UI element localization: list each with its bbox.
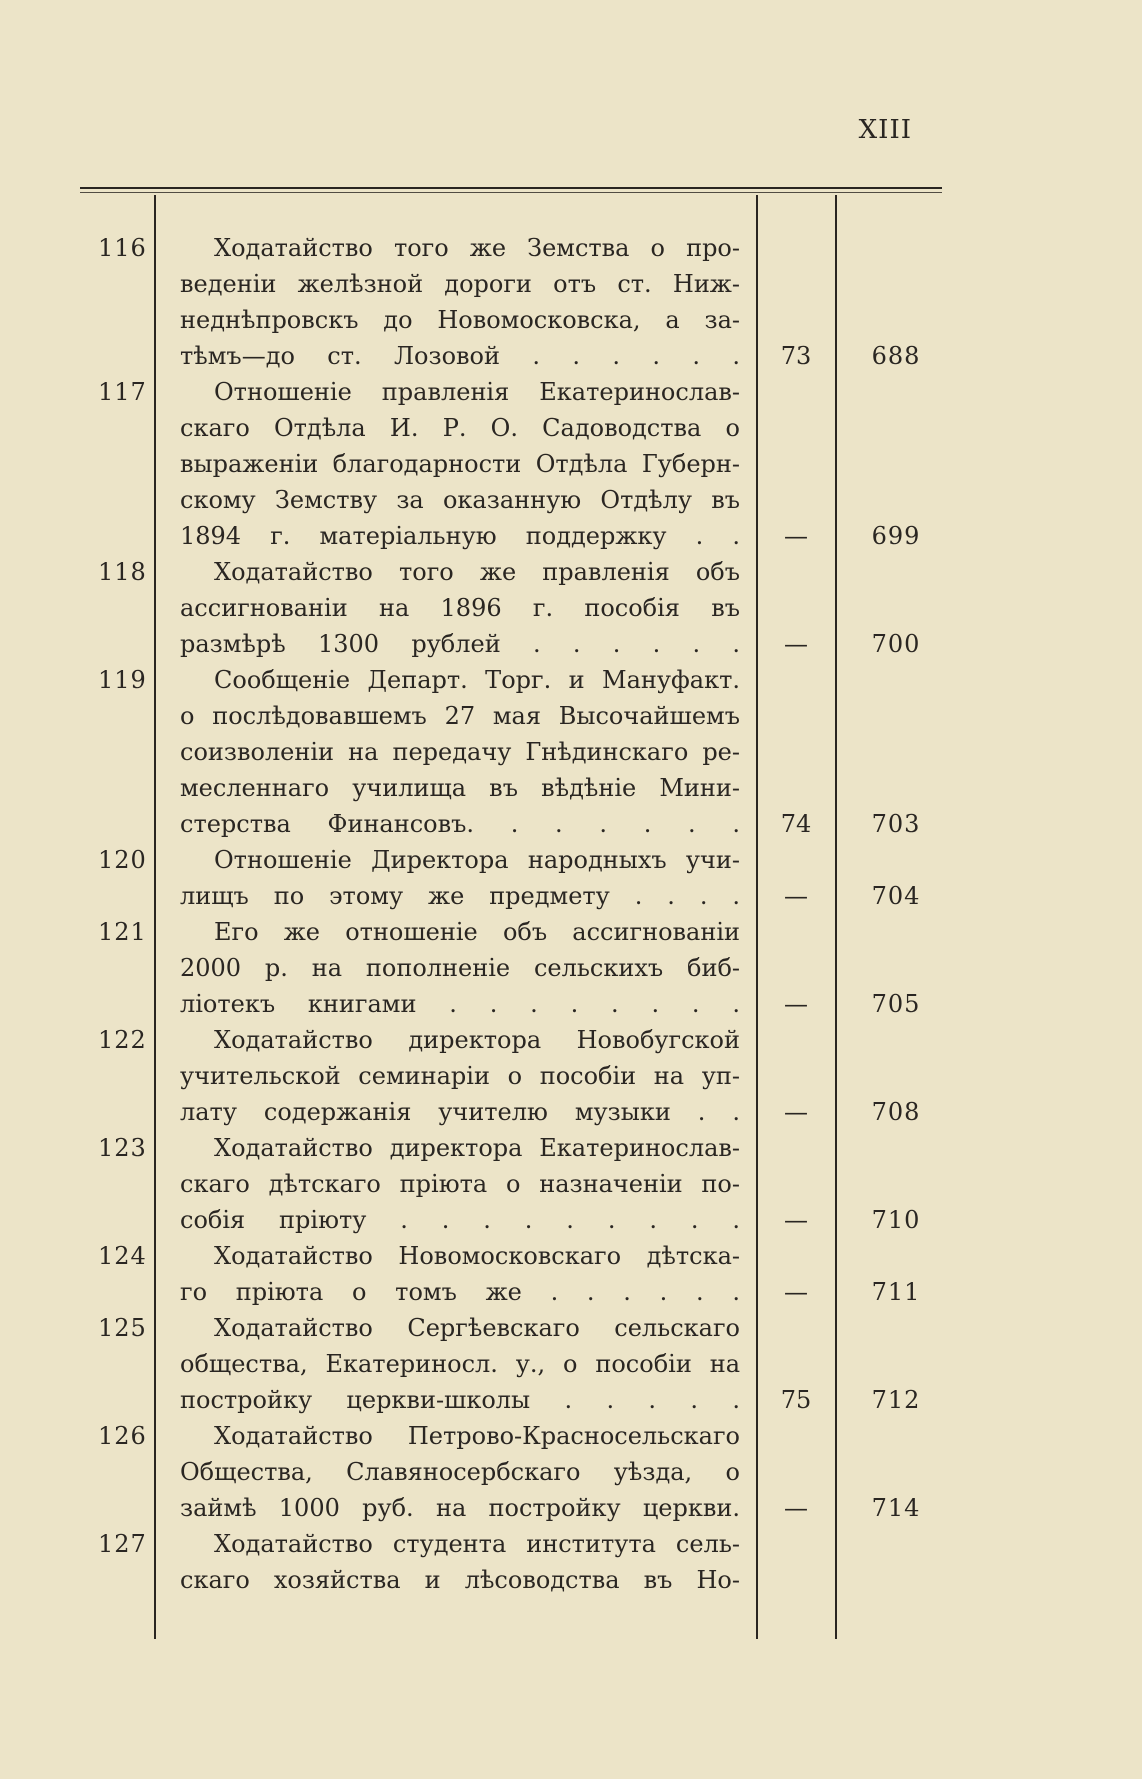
entry-description-line: ассигнованіи на 1896 г. пособія въ: [180, 594, 740, 622]
journal-number: —: [784, 990, 808, 1018]
entry-description-line: стерства Финансовъ. . . . . . .: [180, 810, 740, 838]
entry-number: 117: [98, 378, 147, 406]
page-reference: 712: [871, 1386, 921, 1414]
entry-description-line: Отношеніе Директора народныхъ учи-: [214, 846, 740, 874]
entry-number: 127: [98, 1530, 147, 1558]
entry-description-line: Сообщеніе Департ. Торг. и Мануфакт.: [214, 666, 740, 694]
journal-number: 75: [780, 1386, 812, 1414]
entry-description-line: о послѣдовавшемъ 27 мая Высочайшемъ: [180, 702, 740, 730]
entry-description: [180, 1022, 740, 1130]
entry-description-line: Ходатайство Сергѣевскаго сельскаго: [214, 1314, 740, 1342]
entry-number: 126: [98, 1422, 147, 1450]
entry-description-line: Ходатайство директора Новобугской: [214, 1026, 740, 1054]
entry-description-line: Отношеніе правленія Екатеринослав-: [214, 378, 740, 406]
page-reference: 714: [871, 1494, 921, 1522]
entry-number: 123: [98, 1134, 147, 1162]
entry-description-line: соизволеніи на передачу Гнѣдинскаго ре-: [180, 738, 740, 766]
entry-description: [180, 914, 740, 1022]
entry-description-line: ліотекъ книгами . . . . . . . .: [180, 990, 740, 1018]
entry-description-line: лищъ по этому же предмету . . . .: [180, 882, 740, 910]
top-rule-thin: [80, 192, 942, 193]
entry-description-line: 1894 г. матеріальную поддержку . .: [180, 522, 740, 550]
entry-number: 116: [98, 234, 147, 262]
entry-description-line: скаго Отдѣла И. Р. О. Садоводства о: [180, 414, 740, 442]
entry-description-line: Ходатайство Петрово-Красносельскаго: [214, 1422, 740, 1450]
entry-description-line: Ходатайство того же Земства о про-: [214, 234, 740, 262]
entry-description: [180, 1310, 740, 1418]
page-reference: 700: [871, 630, 921, 658]
entry-description-line: собія пріюту . . . . . . . . .: [180, 1206, 740, 1234]
entry-description: [180, 1130, 740, 1238]
entry-description-line: Его же отношеніе объ ассигнованіи: [214, 918, 740, 946]
page-reference: 705: [871, 990, 921, 1018]
entry-number: 122: [98, 1026, 147, 1054]
entry-description-line: Общества, Славяносербскаго уѣзда, о: [180, 1458, 740, 1486]
journal-number: —: [784, 630, 808, 658]
journal-number: —: [784, 1206, 808, 1234]
page-reference: 688: [871, 342, 921, 370]
entry-description-line: 2000 р. на пополненіе сельскихъ биб-: [180, 954, 740, 982]
entry-description-line: скому Земству за оказанную Отдѣлу въ: [180, 486, 740, 514]
entry-description: [180, 1418, 740, 1526]
entry-description-line: выраженіи благодарности Отдѣла Губерн-: [180, 450, 740, 478]
column-divider-left: [154, 195, 156, 1639]
entry-number: 121: [98, 918, 147, 946]
entry-description-line: займѣ 1000 руб. на постройку церкви.: [180, 1494, 740, 1522]
page-reference: 704: [871, 882, 921, 910]
page-reference: 703: [871, 810, 921, 838]
entry-description-line: веденіи желѣзной дороги отъ ст. Ниж-: [180, 270, 740, 298]
page-reference: 708: [871, 1098, 921, 1126]
journal-number: —: [784, 882, 808, 910]
column-divider-page: [835, 195, 837, 1639]
journal-number: 74: [780, 810, 812, 838]
entry-description: [180, 662, 740, 842]
entry-description-line: скаго хозяйства и лѣсоводства въ Но-: [180, 1566, 740, 1594]
entry-description: [180, 842, 740, 914]
entry-description-line: Ходатайство директора Екатеринослав-: [214, 1134, 740, 1162]
entry-description: [180, 1238, 740, 1310]
page-reference: 711: [871, 1278, 921, 1306]
column-divider-journal: [756, 195, 758, 1639]
entry-description: [180, 374, 740, 554]
entry-description-line: Ходатайство Новомосковскаго дѣтска-: [214, 1242, 740, 1270]
journal-number: —: [784, 522, 808, 550]
entry-number: 120: [98, 846, 147, 874]
journal-number: —: [784, 1278, 808, 1306]
entry-description-line: неднѣпровскъ до Новомосковска, а за-: [180, 306, 740, 334]
entry-description-line: постройку церкви-школы . . . . .: [180, 1386, 740, 1414]
entry-description-line: Ходатайство студента института сель-: [214, 1530, 740, 1558]
entry-description-line: Ходатайство того же правленія объ: [214, 558, 740, 586]
entry-number: 118: [98, 558, 147, 586]
page-number: XIII: [858, 115, 912, 145]
entry-description-line: лату содержанія учителю музыки . .: [180, 1098, 740, 1126]
top-rule: [80, 187, 942, 189]
entry-description-line: общества, Екатериносл. у., о пособіи на: [180, 1350, 740, 1378]
entry-description-line: тѣмъ—до ст. Лозовой . . . . . .: [180, 342, 740, 370]
page-reference: 699: [871, 522, 921, 550]
journal-number: —: [784, 1098, 808, 1126]
entry-description: [180, 1526, 740, 1598]
entry-number: 124: [98, 1242, 147, 1270]
entry-description: [180, 230, 740, 374]
entry-number: 125: [98, 1314, 147, 1342]
entry-description-line: го пріюта о томъ же . . . . . .: [180, 1278, 740, 1306]
entry-description-line: размѣрѣ 1300 рублей . . . . . .: [180, 630, 740, 658]
entry-number: 119: [98, 666, 147, 694]
entry-description-line: учительской семинаріи о пособіи на уп-: [180, 1062, 740, 1090]
entry-description: [180, 554, 740, 662]
journal-number: 73: [780, 342, 812, 370]
journal-number: —: [784, 1494, 808, 1522]
entry-description-line: скаго дѣтскаго пріюта о назначеніи по-: [180, 1170, 740, 1198]
page-reference: 710: [871, 1206, 921, 1234]
entry-description-line: месленнаго училища въ вѣдѣніе Мини-: [180, 774, 740, 802]
